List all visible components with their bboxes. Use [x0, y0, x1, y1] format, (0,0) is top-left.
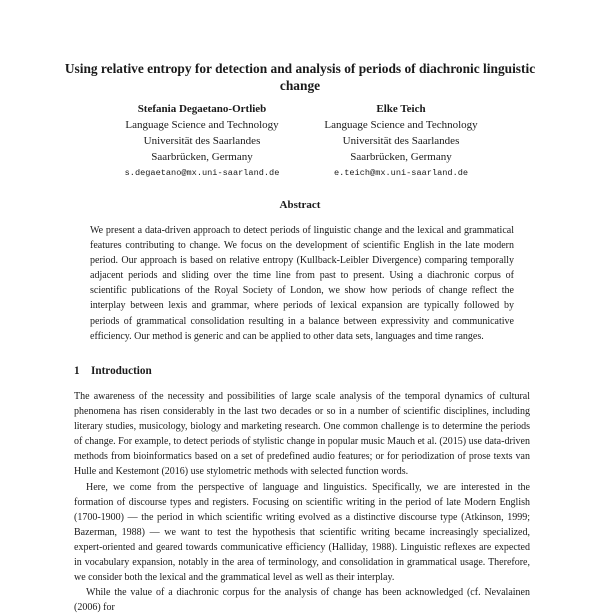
body-paragraph: The awareness of the necessity and possibilities of large scale analysis of the temporal dynamics of cultural phenomena has risen considerably in the last two decades or so in a number of scientific disciplines, including literary studies, musicology, biology and marketing research. One common challenge is to determine the periods of change. For example, to detect periods of stylistic change in popular music Mauch et al. (2015) use data-driven methods from bioinformatics based on a set of predefined audio features; or for periodization of prose texts van Hulle and Kestemont (2016) use stylometric methods with selected function words. — [74, 391, 530, 478]
section-body — [74, 389, 530, 614]
author-location: Saarbrücken, Germany — [151, 151, 253, 163]
author-block — [296, 101, 506, 182]
body-paragraph: Here, we come from the perspective of language and linguistics. Specifically, we are interested in the formation of discourse types and registers. Focusing on scientific writing in the period of late Modern English (1700-1900) — the period in which scientific writing evolved as a distinctive discourse type (Atkinson, 1999; Bazerman, 1988) — we want to test the hypothesis that scientific writing became increasingly specialized, expert-oriented and geared towards communicative efficiency (Halliday, 1988). Linguistic reflexes are expected in vocabulary expansion, notably in the area of terminology, and consolidation in grammatical usage. Therefore, we consider both the lexical and the grammatical level as well as their interplay. — [74, 481, 530, 584]
author-university: Universität des Saarlandes — [143, 135, 261, 147]
abstract-heading: Abstract — [279, 199, 321, 211]
section-heading — [74, 365, 152, 377]
author-university: Universität des Saarlandes — [342, 135, 460, 147]
abstract-text: We present a data-driven approach to detect periods of linguistic change and the lexical and grammatical features contributing to change. We focus on the development of scientific English in the late modern period. Our approach is based on relative entropy (Kullback-Leibler Divergence) comparing temporally adjacent periods and sliding over the time line from past to present. Using a diachronic corpus of scientific publications of the Royal Society of London, we show how periods of change reflect the interplay between lexis and grammar, where periods of lexical expansion are typically followed by periods of grammatical consolidation resulting in a balance between expressivity and communicative efficiency. Our method is generic and can be applied to other data sets, languages and time ranges. — [90, 225, 514, 342]
author-block — [97, 101, 307, 182]
author-affiliation: Language Science and Technology — [125, 119, 279, 131]
author-name: Stefania Degaetano-Ortlieb — [137, 103, 267, 115]
author-location: Saarbrücken, Germany — [350, 151, 452, 163]
paper-title: Using relative entropy for detection and analysis of periods of diachronic linguistic change — [64, 61, 536, 93]
author-email: s.degaetano@mx.uni-saarland.de — [124, 168, 280, 178]
author-email: e.teich@mx.uni-saarland.de — [333, 168, 469, 178]
body-paragraph: While the value of a diachronic corpus for the analysis of change has been acknowledged (cf. Nevalainen (2006) for — [74, 587, 530, 614]
author-name: Elke Teich — [376, 103, 426, 115]
author-affiliation: Language Science and Technology — [324, 119, 478, 131]
section-title: Introduction — [91, 365, 152, 377]
section-number: 1 — [74, 365, 80, 377]
